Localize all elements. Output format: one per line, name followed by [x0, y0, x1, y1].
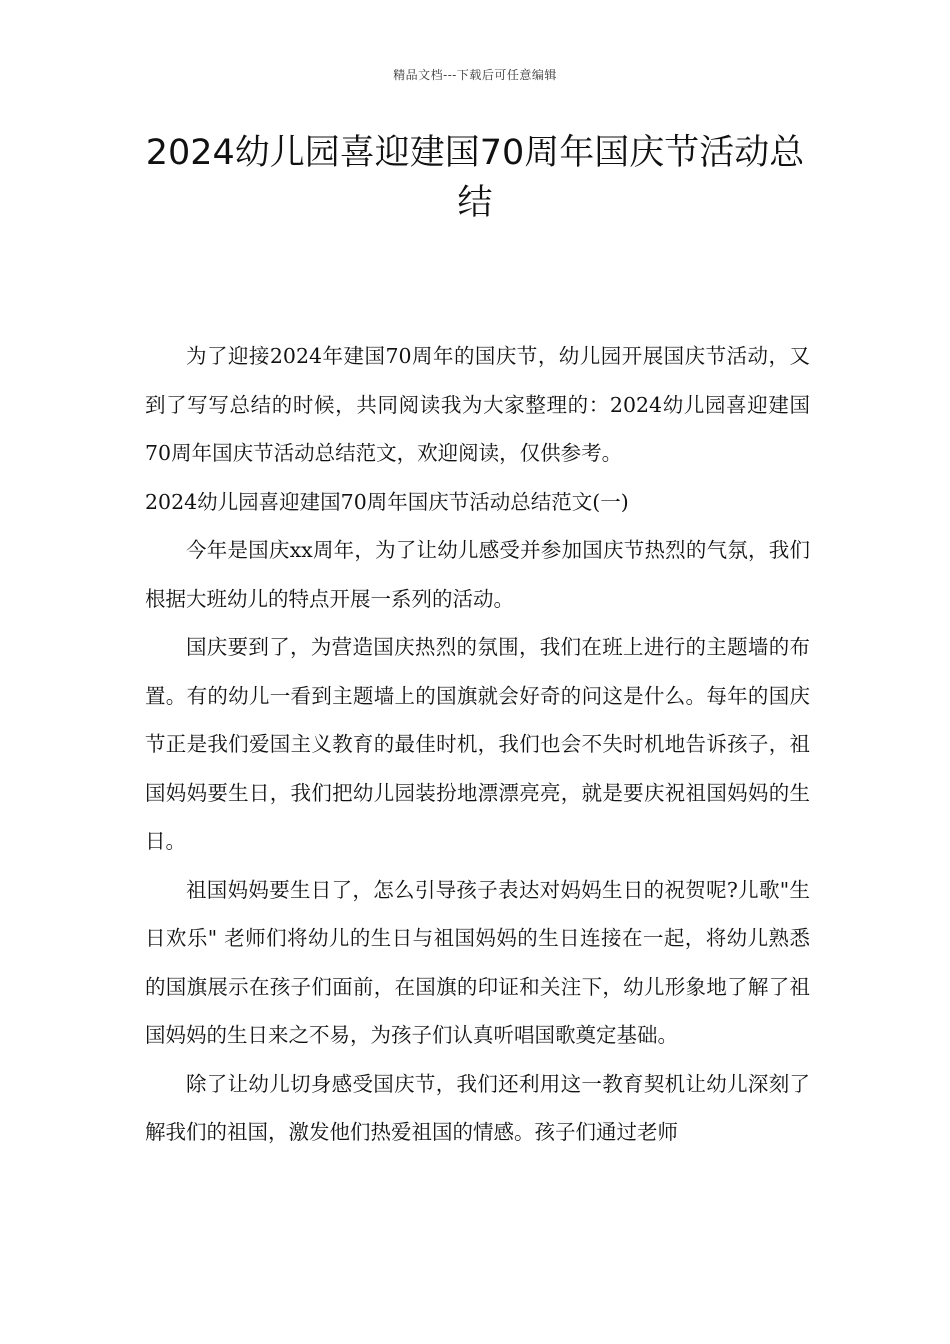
paragraph: 国庆要到了，为营造国庆热烈的氛围，我们在班上进行的主题墙的布置。有的幼儿一看到主题墙上的国旗就会好奇的问这是什么。每年的国庆节正是我们爱国主义教育的最佳时机，我们也会不失时机地告诉孩子，祖国妈妈要生日，我们把幼儿园装扮地漂漂亮亮，就是要庆祝祖国妈妈的生日。 — [145, 635, 810, 853]
document-body — [145, 332, 810, 1157]
header-note: 精品文档---下载后可任意编辑 — [393, 68, 557, 82]
paragraph: 祖国妈妈要生日了，怎么引导孩子表达对妈妈生日的祝贺呢?儿歌"生日欢乐" 老师们将幼儿的生日与祖国妈妈的生日连接在一起，将幼儿熟悉的国旗展示在孩子们面前，在国旗的印证和关注下，幼儿形象地了解了祖国妈妈的生日来之不易，为孩子们认真听唱国歌奠定基础。 — [145, 877, 810, 1047]
paragraph: 今年是国庆xx周年，为了让幼儿感受并参加国庆节热烈的气氛，我们根据大班幼儿的特点开展一系列的活动。 — [145, 538, 810, 611]
section-heading: 2024幼儿园喜迎建国70周年国庆节活动总结范文(一) — [145, 489, 629, 514]
paragraph-intro: 为了迎接2024年建国70周年的国庆节，幼儿园开展国庆节活动，又到了写写总结的时候，共同阅读我为大家整理的：2024幼儿园喜迎建国70周年国庆节活动总结范文，欢迎阅读，仅供参考。 — [145, 344, 810, 465]
paragraph: 除了让幼儿切身感受国庆节，我们还利用这一教育契机让幼儿深刻了解我们的祖国，激发他们热爱祖国的情感。孩子们通过老师 — [145, 1071, 810, 1144]
document-title: 2024幼儿园喜迎建国70周年国庆节活动总结 — [145, 133, 805, 223]
